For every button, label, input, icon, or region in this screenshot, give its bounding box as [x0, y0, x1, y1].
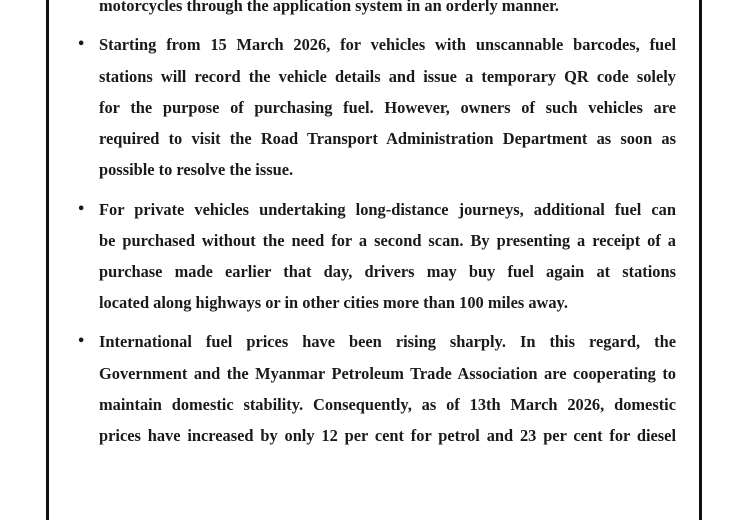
text-line: stations will record the vehicle details and issue a temporary QR code solely: [99, 66, 676, 86]
text-line: Government and the Myanmar Petroleum Trade Association are cooperating to: [99, 363, 676, 383]
text-line: for the purpose of purchasing fuel. However, owners of such vehicles are: [99, 97, 676, 117]
bullet-item-fuel-prices: [77, 326, 676, 451]
text-line: located along highways or in other cities more than 100 miles away.: [99, 293, 568, 313]
bullet-marker: •: [77, 334, 86, 350]
document-body: [77, 0, 676, 451]
text-line: purchase made earlier that day, drivers may buy fuel again at stations: [99, 261, 676, 281]
text-line: For private vehicles undertaking long-distance journeys, additional fuel can: [99, 199, 676, 219]
text-line: be purchased without the need for a second scan. By presenting a receipt of a: [99, 230, 676, 250]
text-line: prices have increased by only 12 per cent for petrol and 23 per cent for diesel: [99, 426, 676, 445]
bullet-marker: •: [77, 37, 86, 53]
bullet-marker: •: [77, 201, 86, 217]
text-line: International fuel prices have been rising sharply. In this regard, the: [99, 332, 676, 352]
text-line: Starting from 15 March 2026, for vehicles with unscannable barcodes, fuel: [99, 35, 676, 55]
bullet-item-unscannable-barcodes: [77, 29, 676, 185]
bullet-item-long-distance: [77, 194, 676, 319]
bullet-continuation: [99, 0, 676, 21]
text-line: required to visit the Road Transport Administration Department as soon as: [99, 128, 676, 148]
text-line: maintain domestic stability. Consequently, as of 13th March 2026, domestic: [99, 394, 676, 414]
text-line: possible to resolve the issue.: [99, 160, 294, 180]
text-line: motorcycles through the application system in an orderly manner.: [99, 0, 559, 15]
